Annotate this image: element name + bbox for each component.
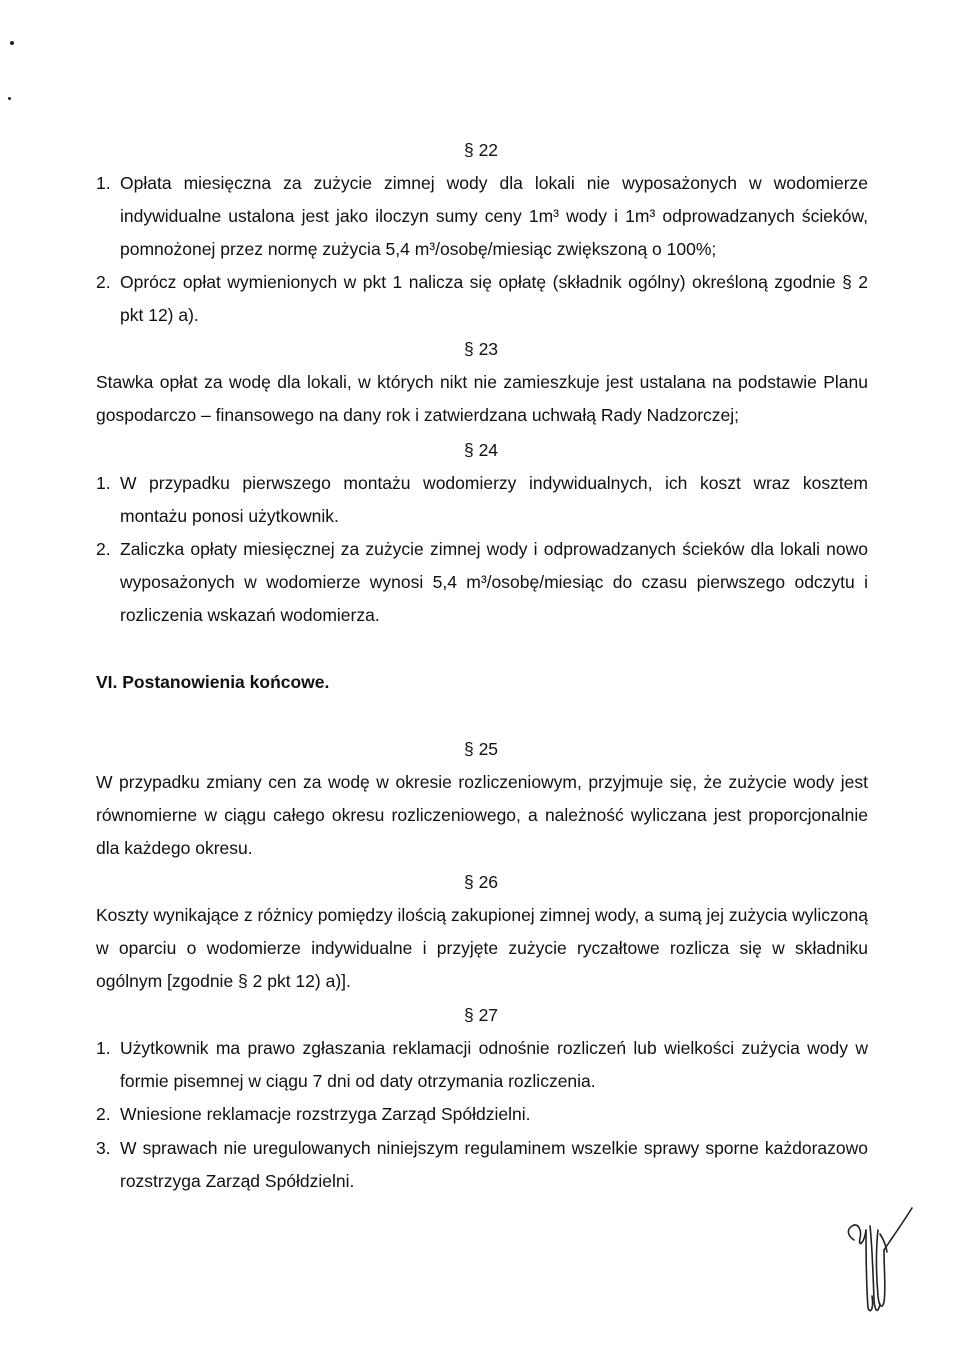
item-text: Wniesione reklamacje rozstrzyga Zarząd Spółdzielni. — [120, 1104, 531, 1124]
section-23-title: § 23 — [463, 339, 499, 359]
section-24-item-1 — [96, 467, 868, 533]
item-text: W przypadku pierwszego montażu wodomierzy indywidualnych, ich koszt wraz kosztem montażu ponosi użytkownik. — [120, 473, 868, 526]
item-number: 2. — [96, 272, 111, 292]
item-text: Oprócz opłat wymienionych w pkt 1 nalicza się opłatę (składnik ogólny) określoną zgodnie § 2 pkt 12) a). — [120, 272, 868, 325]
item-number: 1. — [96, 173, 111, 193]
section-24-title: § 24 — [463, 440, 499, 460]
section-27-item-3 — [96, 1132, 868, 1198]
section-24-item-2 — [96, 533, 868, 632]
item-text: Opłata miesięczna za zużycie zimnej wody dla lokali nie wyposażonych w wodomierze indywidualne ustalona jest jako iloczyn sumy ceny 1m³ wody i 1m³ odprowadzanych ścieków, pomnożonej przez normę zużycia 5,4 m³/osobę/miesiąc zwiększoną o 100%; — [120, 173, 868, 259]
section-22-item-1 — [96, 167, 868, 266]
scan-speck — [10, 41, 14, 45]
section-25-text: W przypadku zmiany cen za wodę w okresie rozliczeniowym, przyjmuje się, że zużycie wody jest równomierne w ciągu całego okresu rozliczeniowego, a należność wyliczana jest proporcjonalnie dla każdego okresu. — [96, 772, 868, 858]
item-text: W sprawach nie uregulowanych niniejszym regulaminem wszelkie sprawy sporne każdorazowo rozstrzyga Zarząd Spółdzielni. — [120, 1138, 868, 1191]
item-number: 2. — [96, 539, 111, 559]
scan-speck — [8, 97, 11, 100]
item-number: 1. — [96, 1038, 111, 1058]
section-22-title: § 22 — [463, 140, 499, 160]
section-26-title: § 26 — [463, 872, 499, 892]
section-26-text: Koszty wynikające z różnicy pomiędzy ilością zakupionej zimnej wody, a sumą jej zużycia wyliczoną w oparciu o wodomierze indywidualne i przyjęte zużycie ryczałtowe rozlicza się w składniku ogólnym [zgodnie § 2 pkt 12) a)]. — [96, 905, 868, 991]
item-number: 2. — [96, 1104, 111, 1124]
chapter-heading: VI. Postanowienia końcowe. — [96, 672, 330, 692]
section-25-title: § 25 — [463, 739, 499, 759]
item-text: Zaliczka opłaty miesięcznej za zużycie zimnej wody i odprowadzanych ścieków dla lokali nowo wyposażonych w wodomierze wynosi 5,4 m³/osobę/miesiąc do czasu pierwszego odczytu i rozliczenia wskazań wodomierza. — [120, 539, 868, 625]
section-23-text: Stawka opłat za wodę dla lokali, w których nikt nie zamieszkuje jest ustalana na podstawie Planu gospodarczo – finansowego na dany rok i zatwierdzana uchwałą Rady Nadzorczej; — [96, 372, 868, 425]
section-22-item-2 — [96, 266, 868, 332]
signature-icon — [840, 1200, 920, 1320]
item-text: Użytkownik ma prawo zgłaszania reklamacji odnośnie rozliczeń lub wielkości zużycia wody w formie pisemnej w ciągu 7 dni od daty otrzymania rozliczenia. — [120, 1038, 868, 1091]
section-27-item-2 — [96, 1098, 868, 1131]
section-27-item-1 — [96, 1032, 868, 1098]
item-number: 3. — [96, 1138, 111, 1158]
item-number: 1. — [96, 473, 111, 493]
section-27-title: § 27 — [463, 1005, 499, 1025]
